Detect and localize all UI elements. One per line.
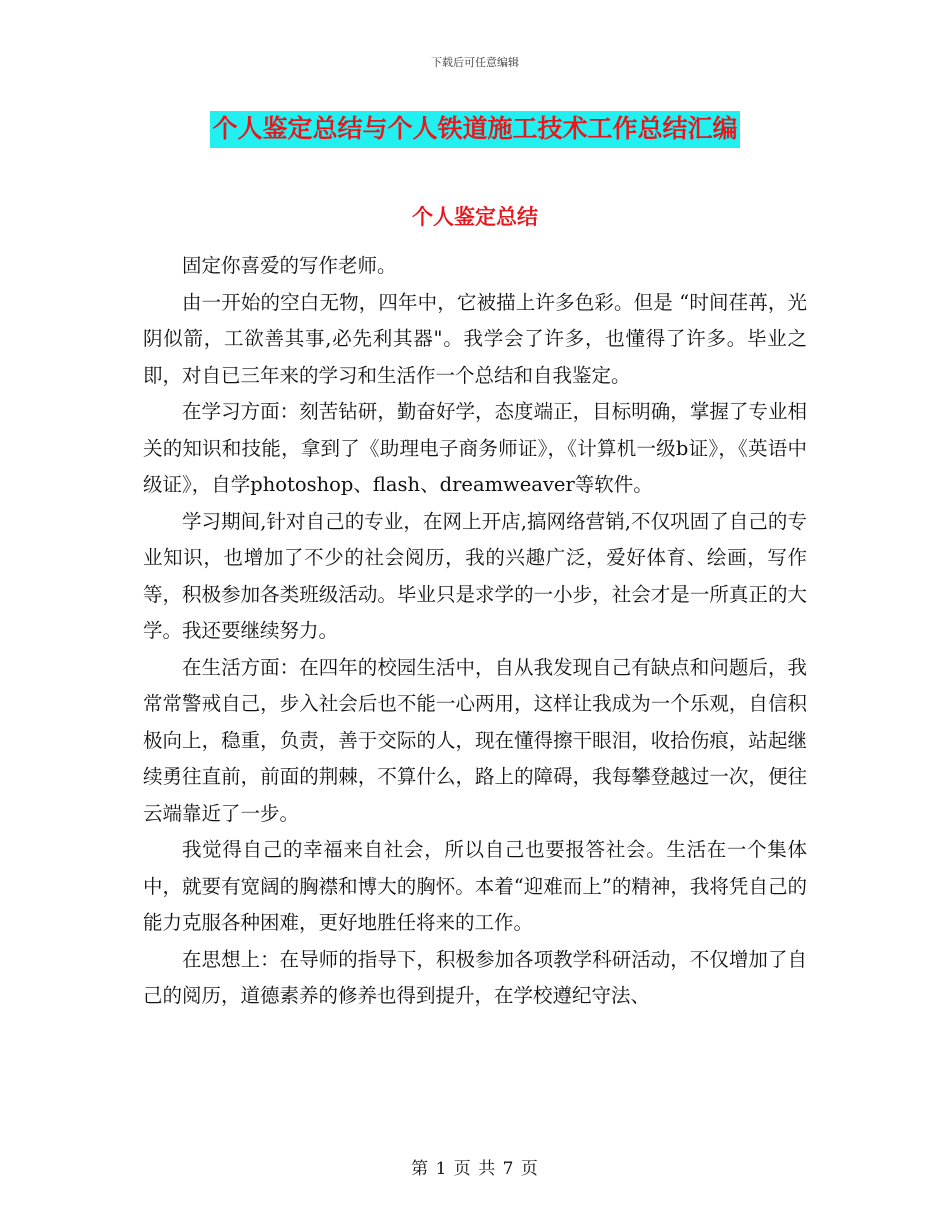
paragraph: 在学习方面：刻苦钻研，勤奋好学，态度端正，目标明确，掌握了专业相关的知识和技能，拿到了《助理电子商务师证》，《计算机一级b证》，《英语中级证》，自学photoshop、flash、dreamweaver等软件。 xyxy=(143,400,807,496)
paragraph: 在思想上：在导师的指导下，积极参加各项教学科研活动，不仅增加了自己的阅历，道德素养的修养也得到提升，在学校遵纪守法、 xyxy=(143,947,807,1007)
paragraph: 学习期间,针对自己的专业，在网上开店,搞网络营销,不仅巩固了自己的专业知识，也增加了不少的社会阅历，我的兴趣广泛，爱好体育、绘画，写作等，积极参加各类班级活动。毕业只是求学的一小步，社会才是一所真正的大学。我还要继续努力。 xyxy=(143,509,807,642)
section-title: 个人鉴定总结 xyxy=(412,205,538,229)
main-title: 个人鉴定总结与个人铁道施工技术工作总结汇编 xyxy=(210,111,739,148)
paragraph: 固定你喜爱的写作老师。 xyxy=(182,254,397,277)
paragraph: 由一开始的空白无物，四年中，它被描上许多色彩。但是 “时间荏苒，光阴似箭，工欲善其事,必先利其器"。我学会了许多，也懂得了许多。毕业之即，对自已三年来的学习和生活作一个总结和自我鉴定。 xyxy=(143,290,807,387)
header-note: 下载后可任意编辑 xyxy=(431,56,519,69)
paragraph: 在生活方面：在四年的校园生活中，自从我发现自己有缺点和问题后，我常常警戒自己，步入社会后也不能一心两用，这样让我成为一个乐观，自信积极向上，稳重，负责，善于交际的人，现在懂得擦干眼泪，收拾伤痕，站起继续勇往直前，前面的荆棘，不算什么，路上的障碍，我每攀登越过一次，便往云端靠近了一步。 xyxy=(143,655,807,825)
document-body xyxy=(143,248,807,1015)
page-number-footer: 第 1 页 共 7 页 xyxy=(411,1159,539,1179)
paragraph: 我觉得自己的幸福来自社会，所以自己也要报答社会。生活在一个集体中，就要有宽阔的胸襟和博大的胸怀。本着“迎难而上”的精神，我将凭自己的能力克服各种困难，更好地胜任将来的工作。 xyxy=(143,838,807,934)
main-title-container xyxy=(0,111,950,148)
